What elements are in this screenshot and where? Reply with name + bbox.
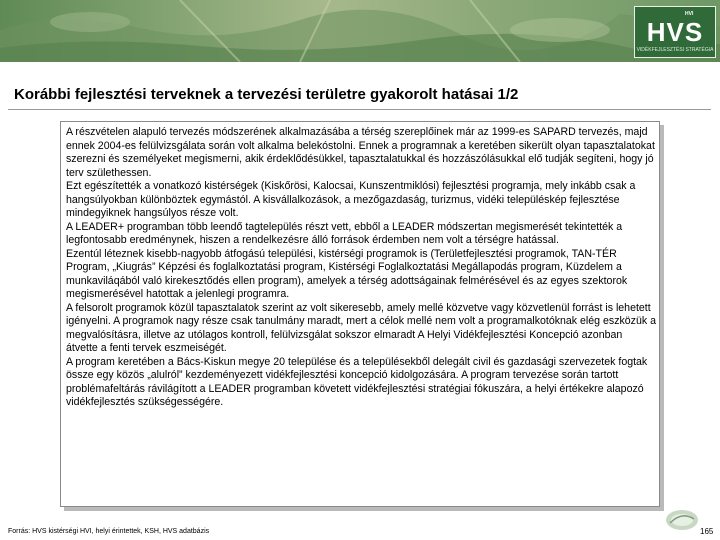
title-divider xyxy=(8,109,711,110)
body-text xyxy=(66,126,656,410)
footer-logo-icon xyxy=(664,507,700,533)
paragraph: Ezt egészítették a vonatkozó kistérségek (Kiskőrösi, Kalocsai, Kunszentmiklósi) fejlesztési programja, mely inkább csak a hangsúlyokban különböztek egymástól. A kisvállalkozások, a mezőgazdaság, turizmus, vidéki településkép fejlesztése mindegyiknek hangsúlyos része volt. xyxy=(66,180,636,219)
paragraph: A program keretében a Bács-Kiskun megye 20 települése és a településekből delegált civil és gazdasági szervezetek fogtak össze egy közös „alulról” kezdeményezett vidékfejlesztési koncepció kidolgozására. A program tervezése során tartott problémafeltárás rávilágított a LEADER programban követett vidékfejlesztési stratégiai fókuszára, a helyi értékekre alapozó vidékfejlesztés szükségességére. xyxy=(66,355,648,408)
logo-mark: HVI xyxy=(685,11,694,17)
logo-text: HVS xyxy=(646,17,704,47)
paragraph: A LEADER+ programban több leendő tagtelepülés részt vett, ebből a LEADER módszertan megismerését tekintették a legfontosabb eredménynek, hiszen a rendelkezésre álló források érdemben nem volt a térségre hatással. xyxy=(66,220,623,246)
header-banner xyxy=(0,0,720,62)
hvs-logo xyxy=(634,6,716,58)
paragraph: A részvételen alapuló tervezés módszerének alkalmazásába a térség szereplőinek már az 1999-es SAPARD tervezés, majd ennek 2004-es felülvizsgálata során volt alkalma belekóstolni. Ennek a programnak a keretében sikerült olyan tapasztalatokat szerezni és személyeket megismerni, akik érdeklődésükkel, tapasztalatukkal és hozzászólásukkal elő tudják segíteni, hogy jó terv születhessen. xyxy=(66,126,655,179)
page-number: 165 xyxy=(700,527,714,536)
paragraph: A felsorolt programok közül tapasztalatok szerint az volt sikeresebb, amely mellé közvetve vagy közvetlenül forrást is lehetett igényelni. A programok nagy része csak tanulmány maradt, mert a célok mellé nem volt a programalkotóknak elég eszközük a megvalósításra, illetve az utólagos kontroll, felülvizsgálat sokszor elmaradt A Helyi Vidékfejlesztési Koncepció azonban átvette a fenti tervek eszmeiségét. xyxy=(66,301,657,354)
source-note: Forrás: HVS kistérségi HVI, helyi érintettek, KSH, HVS adatbázis xyxy=(8,528,210,535)
slide-title: Korábbi fejlesztési terveknek a tervezési területre gyakorolt hatásai 1/2 xyxy=(14,86,519,103)
landscape-background xyxy=(0,0,720,62)
logo-subtitle: VIDÉKFEJLESZTÉSI STRATÉGIA xyxy=(636,47,714,53)
paragraph: Ezentúl léteznek kisebb-nagyobb átfogású települési, kistérségi programok is (Területfejlesztési programok, TAN-TÉR Program, „Kiugrás” Képzési és foglalkoztatási program, Kistérségi Foglalkoztatási Megállapodás program, Küzdelem a munkaviláqából való kirekesztődés ellen program), amelyek a térség adottságainak felmérésével és az egyes szektorok megismerésével hatottak a jelenlegi programra. xyxy=(66,247,628,300)
